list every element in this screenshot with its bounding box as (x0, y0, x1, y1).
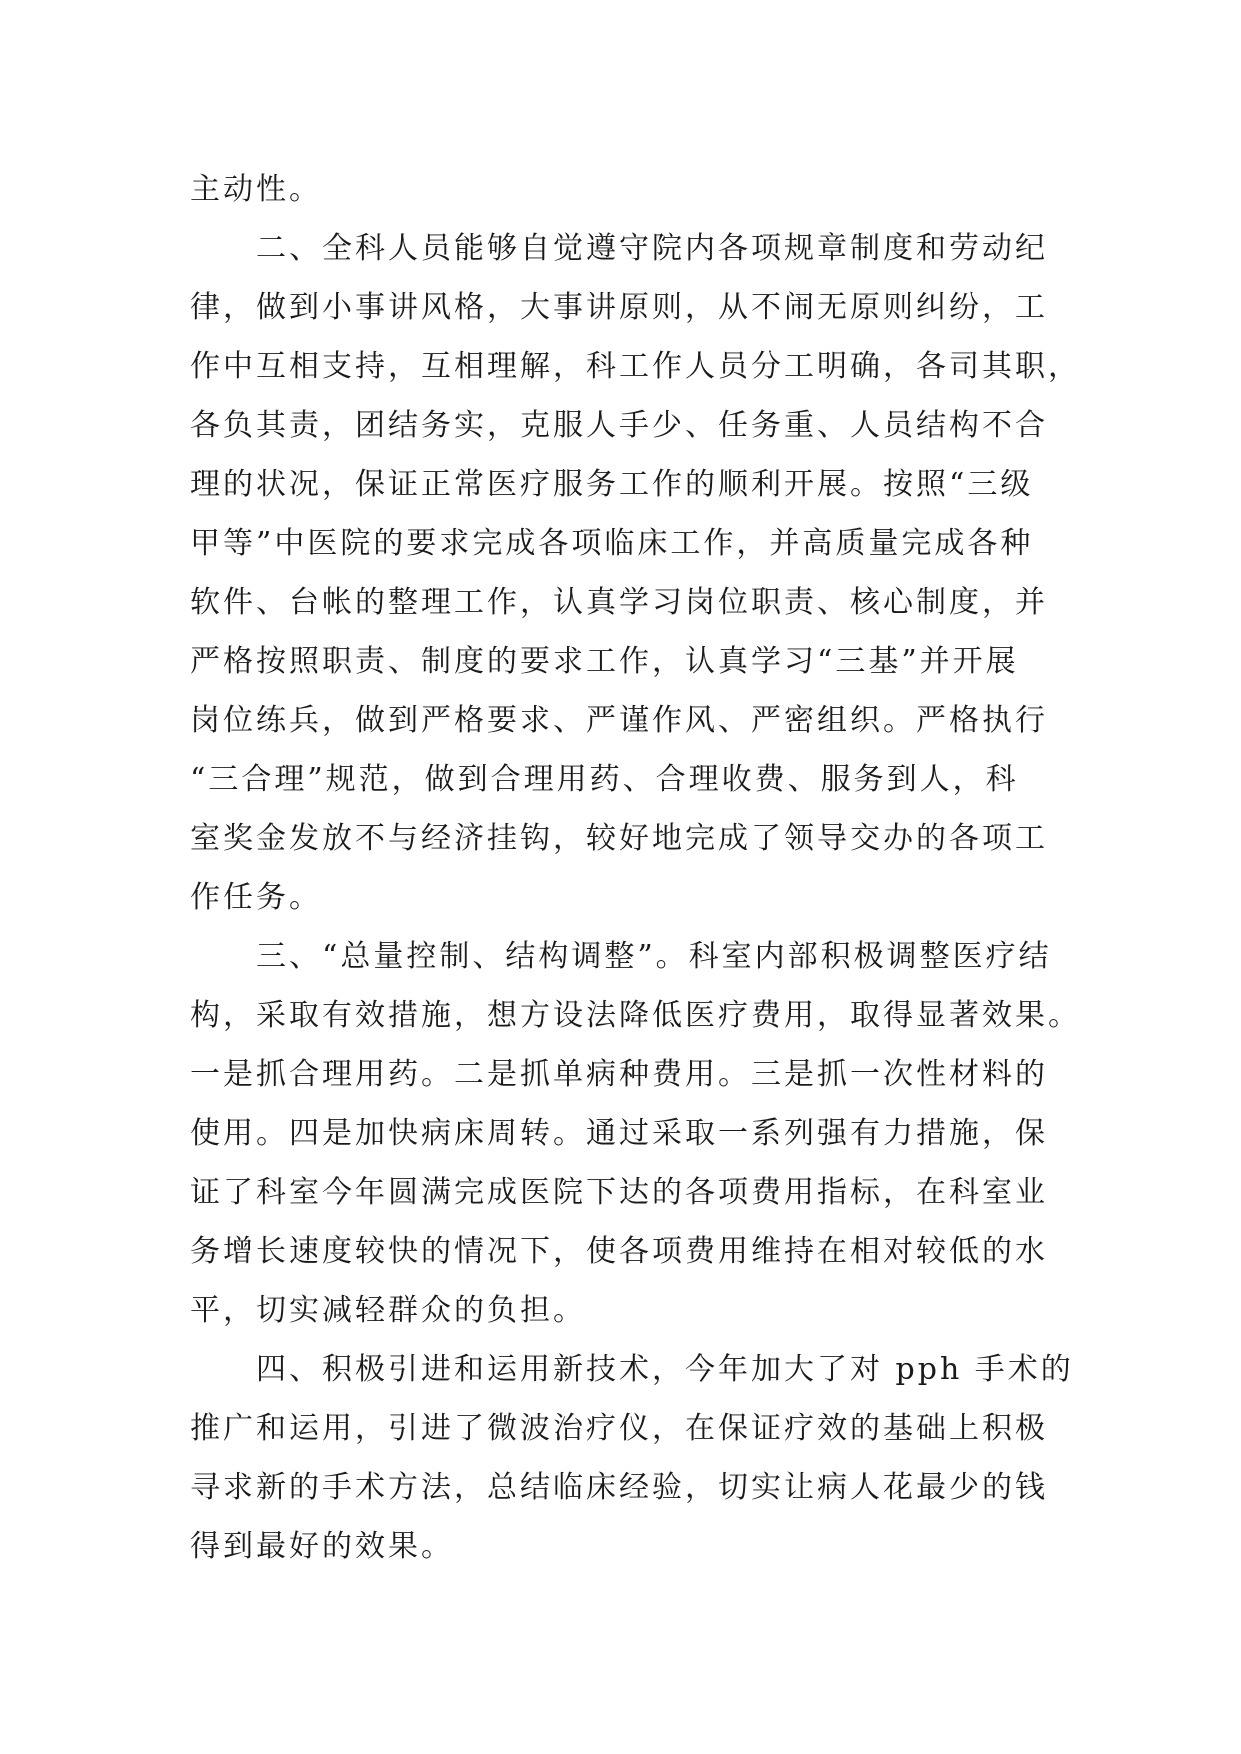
text-line: 主动性。 (190, 172, 322, 207)
paragraph-section-2 (190, 219, 1081, 927)
text-line: 严格按照职责、制度的要求工作，认真学习“三基”并开展 (190, 644, 1019, 679)
text-line: 软件、台帐的整理工作，认真学习岗位职责、核心制度，并 (190, 585, 1048, 620)
text-line: 务增长速度较快的情况下，使各项费用维持在相对较低的水 (190, 1234, 1048, 1269)
text-line: 推广和运用，引进了微波治疗仪，在保证疗效的基础上积极 (190, 1411, 1048, 1446)
text-line: 岗位练兵，做到严格要求、严谨作风、严密组织。严格执行 (190, 703, 1048, 738)
text-line: 室奖金发放不与经济挂钩，较好地完成了领导交办的各项工 (190, 821, 1048, 856)
paragraph-section-3 (190, 927, 1081, 1340)
text-line: 证了科室今年圆满完成医院下达的各项费用指标，在科室业 (190, 1175, 1048, 1210)
text-line: 三、“总量控制、结构调整”。科室内部积极调整医疗结 (190, 939, 1052, 974)
text-line: 作任务。 (190, 880, 322, 915)
text-line: 得到最好的效果。 (190, 1529, 454, 1564)
text-line: 律，做到小事讲风格，大事讲原则，从不闹无原则纠纷，工 (190, 290, 1048, 325)
text-line: 四、积极引进和运用新技术，今年加大了对 pph 手术的 (190, 1352, 1074, 1387)
text-line: 使用。四是加快病床周转。通过采取一系列强有力措施，保 (190, 1116, 1048, 1151)
text-line: “三合理”规范，做到合理用药、合理收费、服务到人，科 (190, 762, 1019, 797)
document-body (190, 160, 1081, 1576)
text-line: 二、全科人员能够自觉遵守院内各项规章制度和劳动纪 (190, 231, 1048, 266)
text-line: 各负其责，团结务实，克服人手少、任务重、人员结构不合 (190, 408, 1048, 443)
text-line: 一是抓合理用药。二是抓单病种费用。三是抓一次性材料的 (190, 1057, 1048, 1092)
paragraph-continuation (190, 160, 1050, 219)
text-line: 构，采取有效措施，想方设法降低医疗费用，取得显著效果。 (190, 998, 1081, 1033)
text-line: 寻求新的手术方法，总结临床经验，切实让病人花最少的钱 (190, 1470, 1048, 1505)
text-line: 作中互相支持，互相理解，科工作人员分工明确，各司其职， (190, 349, 1081, 384)
text-line: 甲等”中医院的要求完成各项临床工作，并高质量完成各种 (190, 526, 1034, 561)
text-line: 理的状况，保证正常医疗服务工作的顺利开展。按照“三级 (190, 467, 1034, 502)
text-line: 平，切实减轻群众的负担。 (190, 1293, 586, 1328)
paragraph-section-4 (190, 1340, 1074, 1576)
